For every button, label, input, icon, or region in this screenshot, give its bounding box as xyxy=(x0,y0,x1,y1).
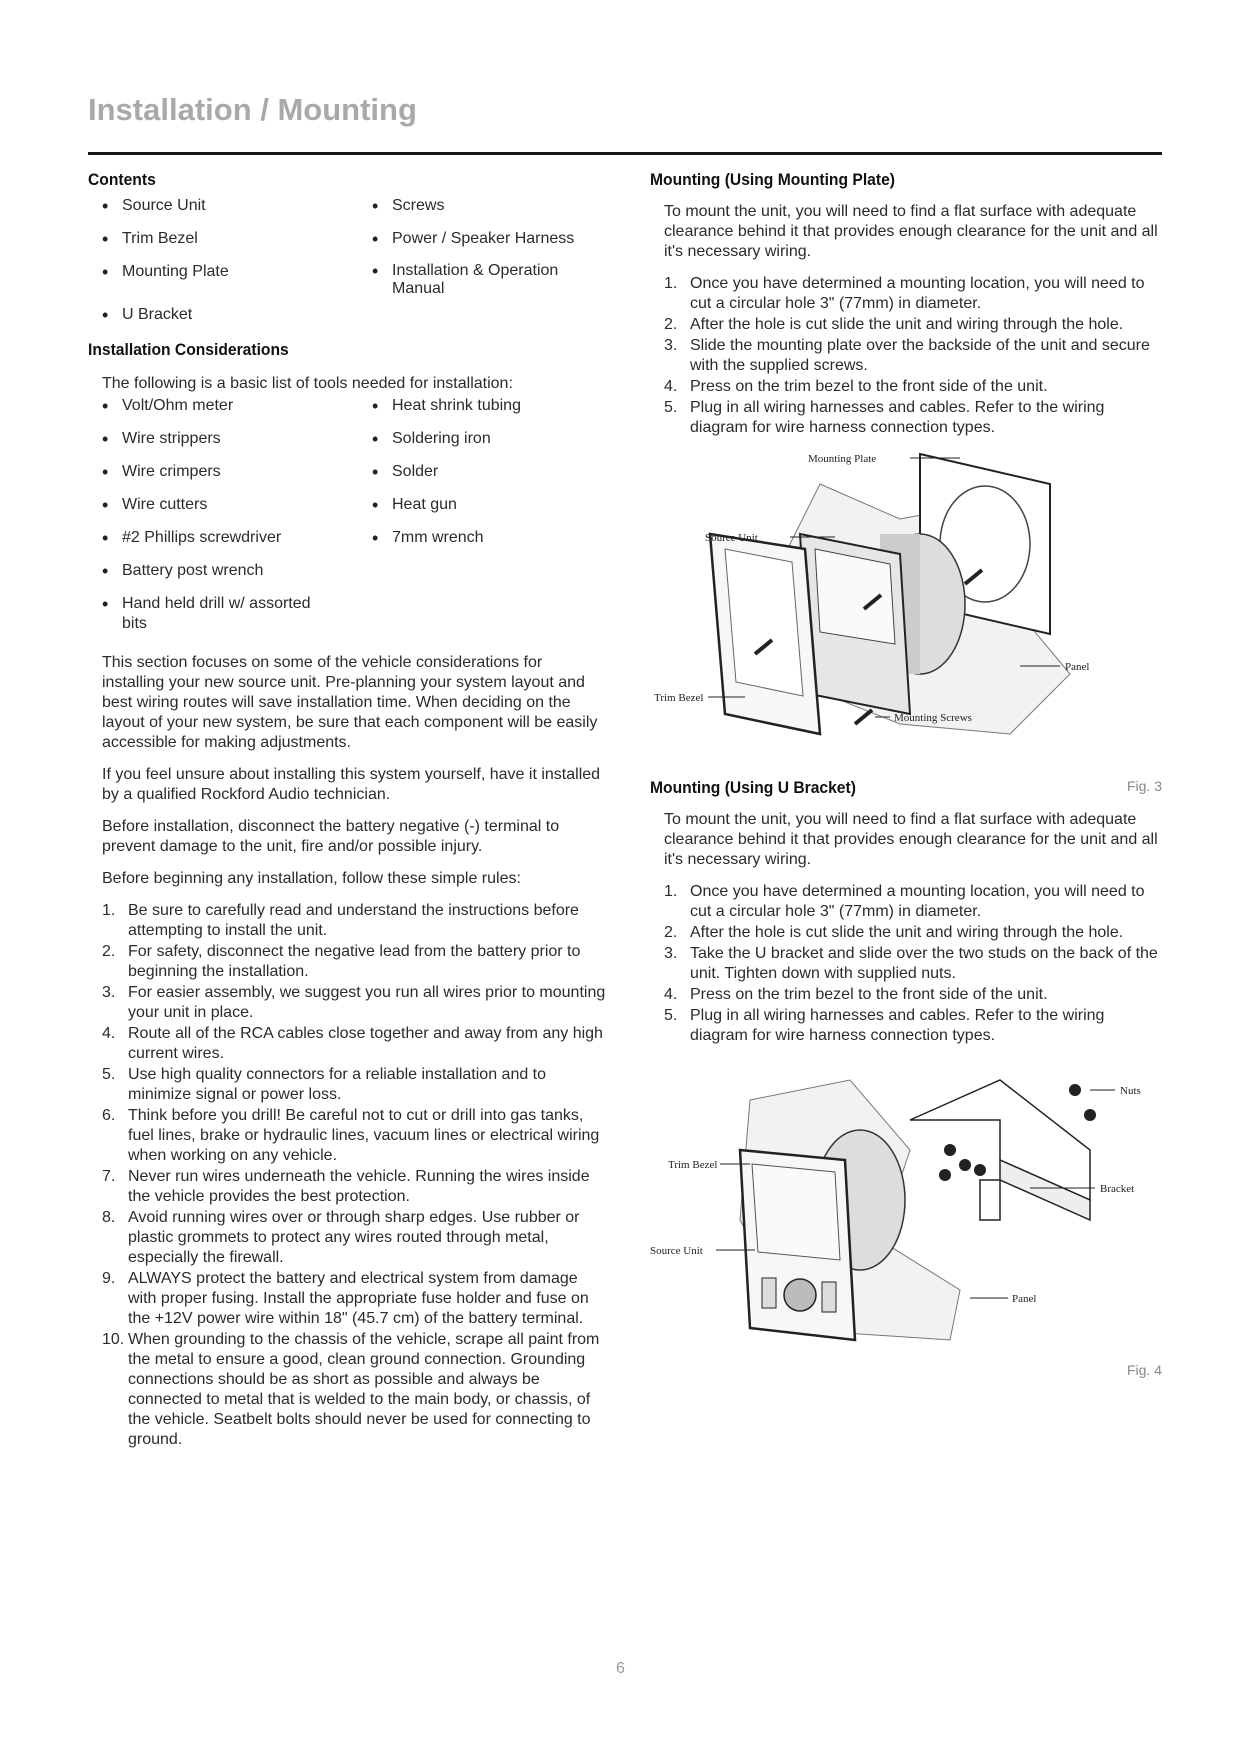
list-item: • Source Unit xyxy=(88,196,358,216)
list-item: 4. Press on the trim bezel to the front side of the unit. xyxy=(664,378,1048,395)
list-item: • Installation & Operation Manual xyxy=(358,262,572,298)
list-item: 9. ALWAYS protect the battery and electrical system from damage with proper fusing. Install the appropriate fuse holder and fuse on the +12V power wire within 18" (45.7 cm) of the battery terminal. xyxy=(102,1270,589,1327)
label-trim-bezel: Trim Bezel xyxy=(654,692,704,704)
list-item: 2. After the hole is cut slide the unit and wiring through the hole. xyxy=(664,316,1124,333)
list-item: 5. Plug in all wiring harnesses and cables. Refer to the wiring diagram for wire harness connection types. xyxy=(664,399,1105,436)
list-item: 6. Think before you drill! Be careful not to cut or drill into gas tanks, fuel lines, brake or hydraulic lines, vacuum lines or electrical wiring when working on any vehicle. xyxy=(102,1107,600,1164)
paragraph: This section focuses on some of the vehicle considerations for installing your new source unit. Pre-planning your system layout and best wiring routes will save installation time. When deciding on the layout of your new system, be sure that each component will be easily accessible for making adjustments. xyxy=(102,654,598,751)
list-item: • Volt/Ohm meter xyxy=(88,396,358,416)
left-column xyxy=(88,170,608,1451)
list-item: • Wire strippers xyxy=(88,429,358,449)
paragraph: Before installation, disconnect the battery negative (-) terminal to prevent damage to the unit, fire and/or possible injury. xyxy=(102,818,560,855)
rules-list xyxy=(102,901,608,1450)
plate-heading: Mounting (Using Mounting Plate) xyxy=(650,170,895,189)
bracket-heading: Mounting (Using U Bracket) xyxy=(650,778,856,797)
list-item: 2. For safety, disconnect the negative lead from the battery prior to beginning the installation. xyxy=(102,943,581,980)
list-item: • Wire cutters xyxy=(88,495,358,515)
list-item: 4. Route all of the RCA cables close together and away from any high current wires. xyxy=(102,1025,603,1062)
mounting-plate-diagram xyxy=(650,444,1162,774)
list-item: • Wire crimpers xyxy=(88,462,358,482)
list-item: 10. When grounding to the chassis of the vehicle, scrape all paint from the metal to ensure a good, clean ground connection. Grounding connections should be as short as possible and always be connected to metal that is welded to the main body, or chassis, of the vehicle. Seatbelt bolts should never be used for connecting to ground. xyxy=(102,1331,600,1448)
label-source-unit: Source Unit xyxy=(705,532,758,544)
list-item: • U Bracket xyxy=(88,305,358,325)
page-title: Installation / Mounting xyxy=(88,92,417,127)
list-item: 3. For easier assembly, we suggest you run all wires prior to mounting your unit in place. xyxy=(102,984,606,1021)
label-panel: Panel xyxy=(1012,1293,1037,1305)
figure-caption: Fig. 4 xyxy=(1126,1362,1162,1378)
list-item: 8. Avoid running wires over or through sharp edges. Use rubber or plastic grommets to protect any wires routed through metal, especially the firewall. xyxy=(102,1209,580,1266)
contents-list xyxy=(88,196,608,338)
list-item: 2. After the hole is cut slide the unit and wiring through the hole. xyxy=(664,924,1124,941)
paragraph: To mount the unit, you will need to find a flat surface with adequate clearance behind it that provides enough clearance for the unit and all it's necessary wiring. xyxy=(664,811,1158,868)
plate-steps xyxy=(664,274,1162,438)
label-mounting-plate: Mounting Plate xyxy=(808,453,877,465)
list-item: • Heat gun xyxy=(358,495,608,515)
label-nuts: Nuts xyxy=(1120,1085,1141,1097)
list-item: 5. Use high quality connectors for a reliable installation and to minimize signal or power loss. xyxy=(102,1066,547,1103)
page-number: 6 xyxy=(616,1660,625,1677)
list-item: • Solder xyxy=(358,462,608,482)
paragraph: To mount the unit, you will need to find a flat surface with adequate clearance behind it that provides enough clearance for the unit and all it's necessary wiring. xyxy=(664,203,1158,260)
figure-4 xyxy=(650,1060,1162,1380)
list-item: 7. Never run wires underneath the vehicle. Running the wires inside the vehicle provides the best protection. xyxy=(102,1168,590,1205)
list-item: 1. Be sure to carefully read and understand the instructions before attempting to install the unit. xyxy=(102,902,579,939)
list-item: • Mounting Plate xyxy=(88,262,358,298)
list-item: • Screws xyxy=(358,196,608,216)
list-item: • Heat shrink tubing xyxy=(358,396,608,416)
paragraph: Before beginning any installation, follow these simple rules: xyxy=(102,870,521,887)
bracket-steps xyxy=(664,882,1162,1046)
list-item: 3. Take the U bracket and slide over the two studs on the back of the unit. Tighten down with supplied nuts. xyxy=(664,945,1158,982)
list-item: 1. Once you have determined a mounting location, you will need to cut a circular hole 3" (77mm) in diameter. xyxy=(664,275,1145,312)
list-item: 4. Press on the trim bezel to the front side of the unit. xyxy=(664,986,1048,1003)
list-item: 5. Plug in all wiring harnesses and cables. Refer to the wiring diagram for wire harness connection types. xyxy=(664,1007,1105,1044)
u-bracket-diagram xyxy=(650,1060,1162,1360)
title-rule xyxy=(88,152,1162,155)
label-mounting-screws: Mounting Screws xyxy=(894,712,972,724)
figure-3 xyxy=(650,444,1162,804)
list-item: • #2 Phillips screwdriver xyxy=(88,528,358,548)
list-item: • Trim Bezel xyxy=(88,229,358,249)
label-bracket: Bracket xyxy=(1100,1183,1135,1195)
right-column xyxy=(650,170,1162,1380)
list-item: • Power / Speaker Harness xyxy=(358,229,608,249)
paragraph: If you feel unsure about installing this system yourself, have it installed by a qualified Rockford Audio technician. xyxy=(102,766,601,803)
list-item: • Hand held drill w/ assorted bits xyxy=(88,594,312,634)
label-panel: Panel xyxy=(1065,661,1090,673)
tools-list xyxy=(88,396,608,647)
label-trim-bezel: Trim Bezel xyxy=(668,1159,718,1171)
list-item: • Soldering iron xyxy=(358,429,608,449)
list-item: 3. Slide the mounting plate over the backside of the unit and secure with the supplied screws. xyxy=(664,337,1150,374)
label-source-unit: Source Unit xyxy=(650,1245,703,1257)
considerations-heading: Installation Considerations xyxy=(88,340,289,359)
contents-heading: Contents xyxy=(88,170,156,189)
list-item: • Battery post wrench xyxy=(88,561,358,581)
figure-caption: Fig. 3 xyxy=(1126,778,1162,794)
list-item: • 7mm wrench xyxy=(358,528,608,548)
tools-intro: The following is a basic list of tools needed for installation: xyxy=(102,375,513,392)
list-item: 1. Once you have determined a mounting location, you will need to cut a circular hole 3" (77mm) in diameter. xyxy=(664,883,1145,920)
